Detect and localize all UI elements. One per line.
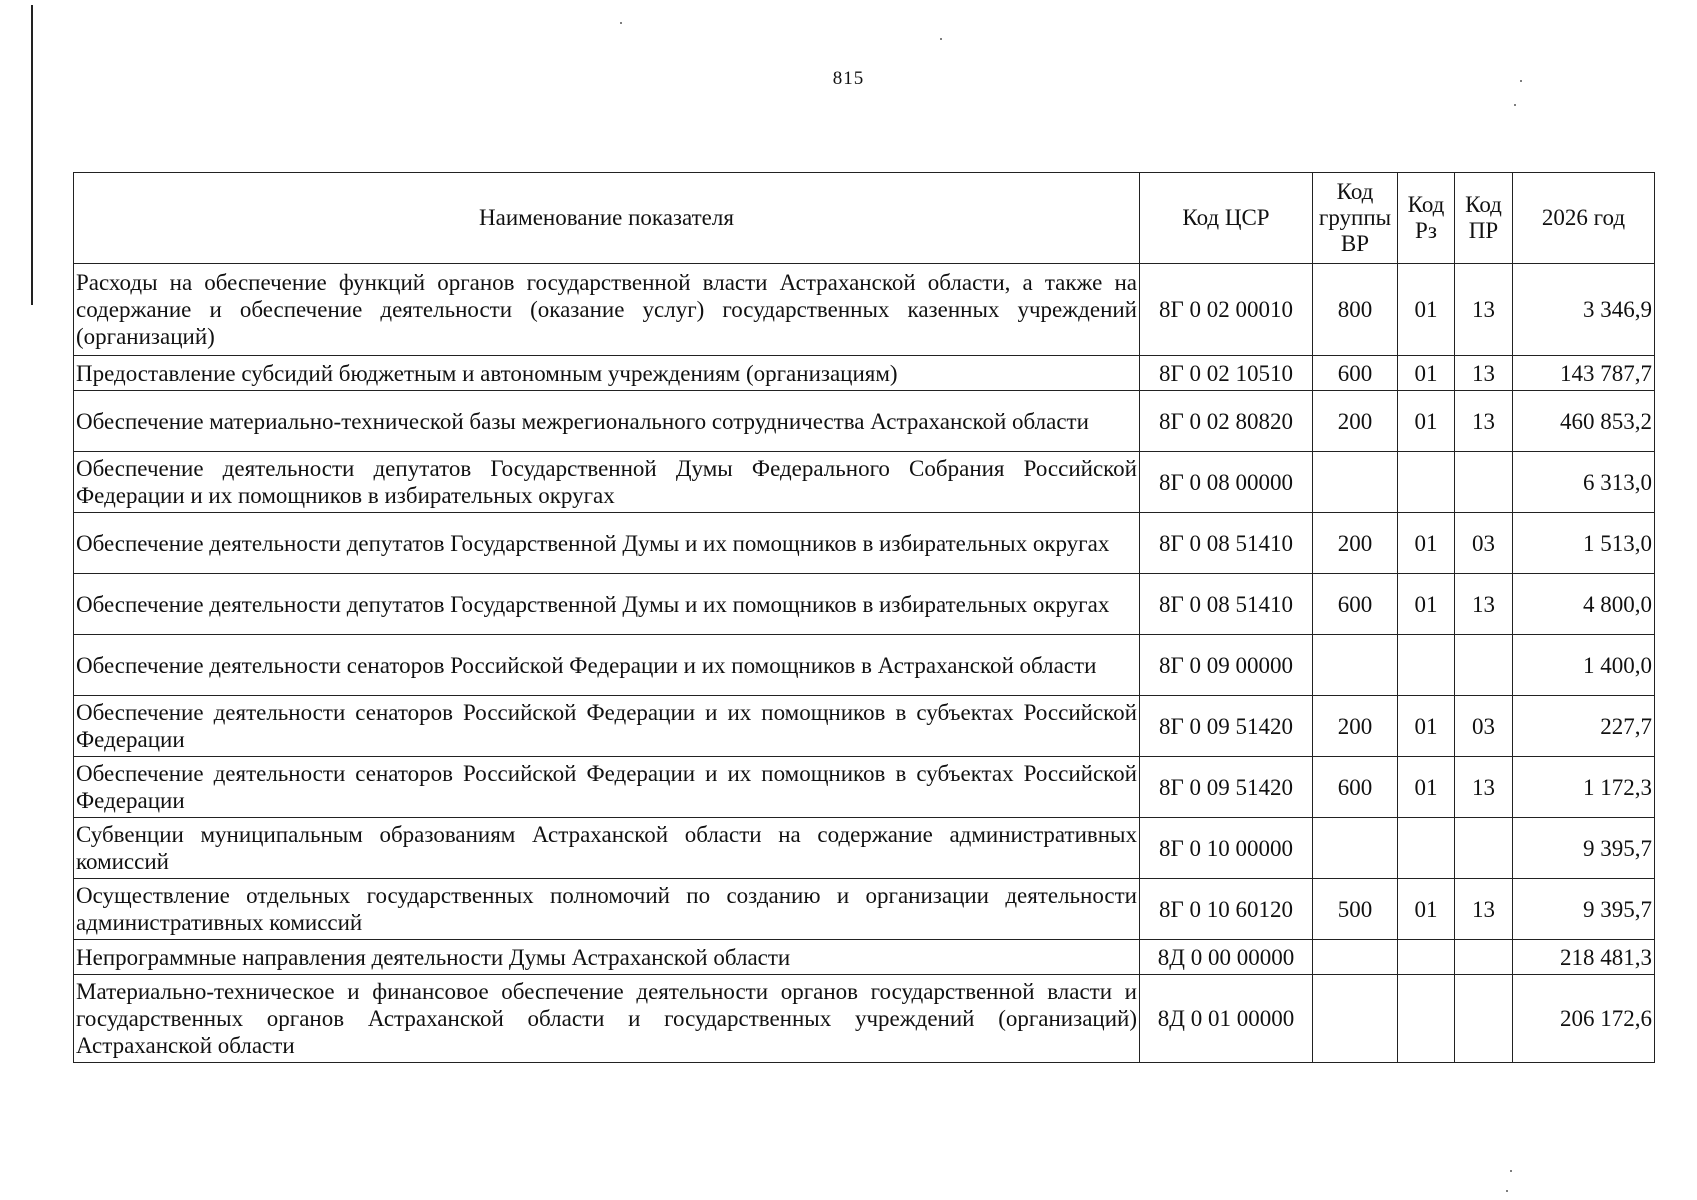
row-csr: 8Г 0 09 51420 xyxy=(1140,696,1313,757)
row-vr: 200 xyxy=(1313,513,1398,574)
row-name: Предоставление субсидий бюджетным и автономным учреждениям (организациям) xyxy=(74,356,1140,391)
row-pr: 03 xyxy=(1455,696,1513,757)
header-year: 2026 год xyxy=(1513,173,1655,264)
scan-speck xyxy=(1510,1170,1512,1172)
row-csr: 8Г 0 02 80820 xyxy=(1140,391,1313,452)
row-csr: 8Г 0 10 60120 xyxy=(1140,879,1313,940)
row-name: Обеспечение деятельности депутатов Государственной Думы и их помощников в избирательных округах xyxy=(74,513,1140,574)
row-csr: 8Д 0 00 00000 xyxy=(1140,940,1313,975)
table-row xyxy=(74,975,1655,1063)
row-vr: 800 xyxy=(1313,264,1398,356)
row-pr: 13 xyxy=(1455,356,1513,391)
header-name: Наименование показателя xyxy=(74,173,1140,264)
row-pr: 13 xyxy=(1455,757,1513,818)
row-vr: 600 xyxy=(1313,356,1398,391)
row-rz xyxy=(1398,635,1455,696)
row-amount: 1 172,3 xyxy=(1513,757,1655,818)
row-name: Непрограммные направления деятельности Думы Астраханской области xyxy=(74,940,1140,975)
scan-speck xyxy=(1506,1190,1508,1192)
row-csr: 8Г 0 08 51410 xyxy=(1140,574,1313,635)
row-vr: 600 xyxy=(1313,757,1398,818)
row-amount: 9 395,7 xyxy=(1513,879,1655,940)
table-row xyxy=(74,574,1655,635)
row-csr: 8Г 0 08 51410 xyxy=(1140,513,1313,574)
row-pr xyxy=(1455,818,1513,879)
row-name: Обеспечение деятельности сенаторов Российской Федерации и их помощников в Астраханской области xyxy=(74,635,1140,696)
row-pr: 13 xyxy=(1455,879,1513,940)
table-row xyxy=(74,452,1655,513)
row-csr: 8Г 0 08 00000 xyxy=(1140,452,1313,513)
row-rz: 01 xyxy=(1398,391,1455,452)
row-vr xyxy=(1313,452,1398,513)
row-rz xyxy=(1398,940,1455,975)
row-rz: 01 xyxy=(1398,757,1455,818)
row-name: Материально-техническое и финансовое обеспечение деятельности органов государственной власти и государственных органов Астраханской области и государственных учреждений (организаций) Астраханской области xyxy=(74,975,1140,1063)
row-amount: 9 395,7 xyxy=(1513,818,1655,879)
row-rz: 01 xyxy=(1398,264,1455,356)
row-csr: 8Г 0 10 00000 xyxy=(1140,818,1313,879)
row-name: Обеспечение материально-технической базы межрегионального сотрудничества Астраханской области xyxy=(74,391,1140,452)
row-rz: 01 xyxy=(1398,574,1455,635)
row-vr: 200 xyxy=(1313,696,1398,757)
row-pr xyxy=(1455,452,1513,513)
row-csr: 8Г 0 02 10510 xyxy=(1140,356,1313,391)
table-header-row xyxy=(74,173,1655,264)
row-amount: 227,7 xyxy=(1513,696,1655,757)
row-csr: 8Д 0 01 00000 xyxy=(1140,975,1313,1063)
header-pr: Код ПР xyxy=(1455,173,1513,264)
page-number: 815 xyxy=(832,68,865,89)
row-vr xyxy=(1313,635,1398,696)
row-pr xyxy=(1455,635,1513,696)
table-row xyxy=(74,757,1655,818)
header-csr: Код ЦСР xyxy=(1140,173,1313,264)
table-row xyxy=(74,940,1655,975)
row-rz xyxy=(1398,818,1455,879)
row-amount: 218 481,3 xyxy=(1513,940,1655,975)
row-vr: 600 xyxy=(1313,574,1398,635)
row-vr: 200 xyxy=(1313,391,1398,452)
row-amount: 460 853,2 xyxy=(1513,391,1655,452)
row-name: Обеспечение деятельности депутатов Государственной Думы Федерального Собрания Российской Федерации и их помощников в избирательных округах xyxy=(74,452,1140,513)
table-row xyxy=(74,818,1655,879)
row-vr xyxy=(1313,975,1398,1063)
header-vr: Код группы ВР xyxy=(1313,173,1398,264)
row-vr xyxy=(1313,818,1398,879)
row-rz xyxy=(1398,975,1455,1063)
budget-table xyxy=(73,172,1655,1063)
row-name: Обеспечение деятельности сенаторов Российской Федерации и их помощников в субъектах Российской Федерации xyxy=(74,696,1140,757)
row-rz: 01 xyxy=(1398,356,1455,391)
table-row xyxy=(74,696,1655,757)
row-rz xyxy=(1398,452,1455,513)
row-pr: 13 xyxy=(1455,574,1513,635)
row-vr: 500 xyxy=(1313,879,1398,940)
row-vr xyxy=(1313,940,1398,975)
row-amount: 1 400,0 xyxy=(1513,635,1655,696)
margin-rule xyxy=(31,5,33,305)
row-name: Обеспечение деятельности депутатов Государственной Думы и их помощников в избирательных округах xyxy=(74,574,1140,635)
row-name: Субвенции муниципальным образованиям Астраханской области на содержание административных комиссий xyxy=(74,818,1140,879)
row-amount: 206 172,6 xyxy=(1513,975,1655,1063)
row-name: Расходы на обеспечение функций органов государственной власти Астраханской области, а также на содержание и обеспечение деятельности (оказание услуг) государственных казенных учреждений (организаций) xyxy=(74,264,1140,356)
row-pr: 13 xyxy=(1455,264,1513,356)
row-amount: 1 513,0 xyxy=(1513,513,1655,574)
row-rz: 01 xyxy=(1398,513,1455,574)
row-rz: 01 xyxy=(1398,696,1455,757)
table-row xyxy=(74,391,1655,452)
row-amount: 4 800,0 xyxy=(1513,574,1655,635)
row-csr: 8Г 0 09 00000 xyxy=(1140,635,1313,696)
scan-speck xyxy=(620,22,622,24)
row-rz: 01 xyxy=(1398,879,1455,940)
row-amount: 143 787,7 xyxy=(1513,356,1655,391)
row-csr: 8Г 0 02 00010 xyxy=(1140,264,1313,356)
row-pr xyxy=(1455,975,1513,1063)
table-row xyxy=(74,635,1655,696)
table-row xyxy=(74,879,1655,940)
row-amount: 3 346,9 xyxy=(1513,264,1655,356)
row-amount: 6 313,0 xyxy=(1513,452,1655,513)
scan-speck xyxy=(1514,104,1516,106)
table-row xyxy=(74,513,1655,574)
table-row xyxy=(74,356,1655,391)
scan-speck xyxy=(940,38,942,40)
row-name: Осуществление отдельных государственных полномочий по созданию и организации деятельности административных комиссий xyxy=(74,879,1140,940)
row-pr: 13 xyxy=(1455,391,1513,452)
table-row xyxy=(74,264,1655,356)
row-name: Обеспечение деятельности сенаторов Российской Федерации и их помощников в субъектах Российской Федерации xyxy=(74,757,1140,818)
row-pr xyxy=(1455,940,1513,975)
row-pr: 03 xyxy=(1455,513,1513,574)
header-rz: Код Рз xyxy=(1398,173,1455,264)
row-csr: 8Г 0 09 51420 xyxy=(1140,757,1313,818)
